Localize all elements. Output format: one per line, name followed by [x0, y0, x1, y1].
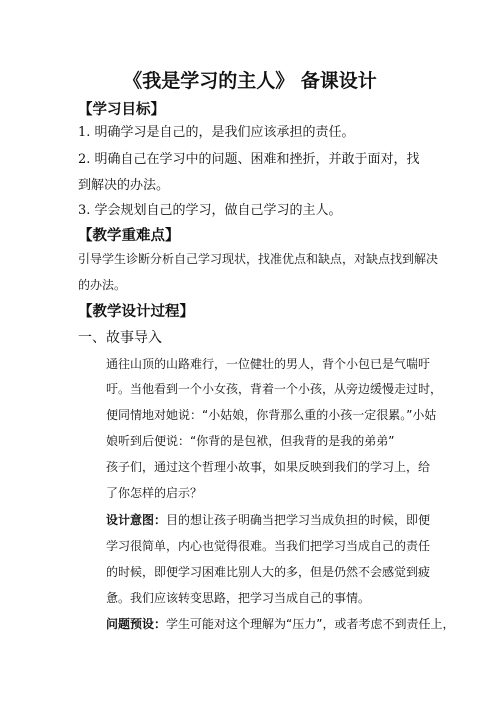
goal-line: 3. 学会规划自己的学习，做自己学习的主人。 — [78, 203, 342, 218]
intent-label: 设计意图： — [106, 513, 167, 527]
intent-text: 目的想让孩子明确当把学习当成负担的时候，即便 — [166, 513, 431, 527]
document-title: 《我是学习的主人》 备课设计 — [123, 70, 377, 92]
key-points-heading: 【教学重难点】 — [78, 227, 180, 244]
part1-heading: 一、故事导入 — [78, 330, 162, 346]
intent-line — [106, 511, 430, 528]
story-line: 便同情地对她说：“小姑娘，你背那么重的小孩一定很累。”小姑 — [106, 408, 437, 422]
preset-text: 学生可能对这个理解为“压力”，或者考虑不到责任上， — [166, 617, 455, 631]
preset-line — [106, 615, 454, 632]
goal-line: 1. 明确学习是自己的，是我们应该承担的责任。 — [78, 125, 355, 140]
story-line: 通往山顶的山路难行，一位健壮的男人，背个小包已是气喘吁 — [106, 357, 431, 371]
key-point-line: 的办法。 — [78, 278, 127, 292]
goals-heading: 【学习目标】 — [78, 101, 165, 118]
preset-label: 问题预设： — [106, 617, 167, 631]
intent-line: 惫。我们应该转变思路，把学习当成自己的事情。 — [106, 591, 371, 605]
question-line: 了你怎样的启示？ — [106, 486, 203, 500]
story-line: 娘听到后便说：“你背的是包袱，但我背的是我的弟弟” — [106, 434, 395, 448]
goal-line: 2. 明确自己在学习中的问题、困难和挫折，并敢于面对，找 — [78, 152, 420, 167]
intent-line: 学习很简单，内心也觉得很难。当我们把学习当成自己的责任 — [106, 539, 431, 553]
key-point-line: 引导学生诊断分析自己学习现状，找准优点和缺点，对缺点找到解决 — [78, 252, 439, 266]
intent-line: 的时候，即便学习困难比别人大的多，但是仍然不会感觉到疲 — [106, 565, 431, 579]
story-line: 吁。当他看到一个小女孩，背着一个小孩，从旁边缓慢走过时， — [106, 382, 443, 396]
goal-line: 到解决的办法。 — [78, 178, 170, 193]
process-heading: 【教学设计过程】 — [78, 303, 194, 320]
question-line: 孩子们，通过这个哲理小故事，如果反映到我们的学习上，给 — [106, 460, 431, 474]
